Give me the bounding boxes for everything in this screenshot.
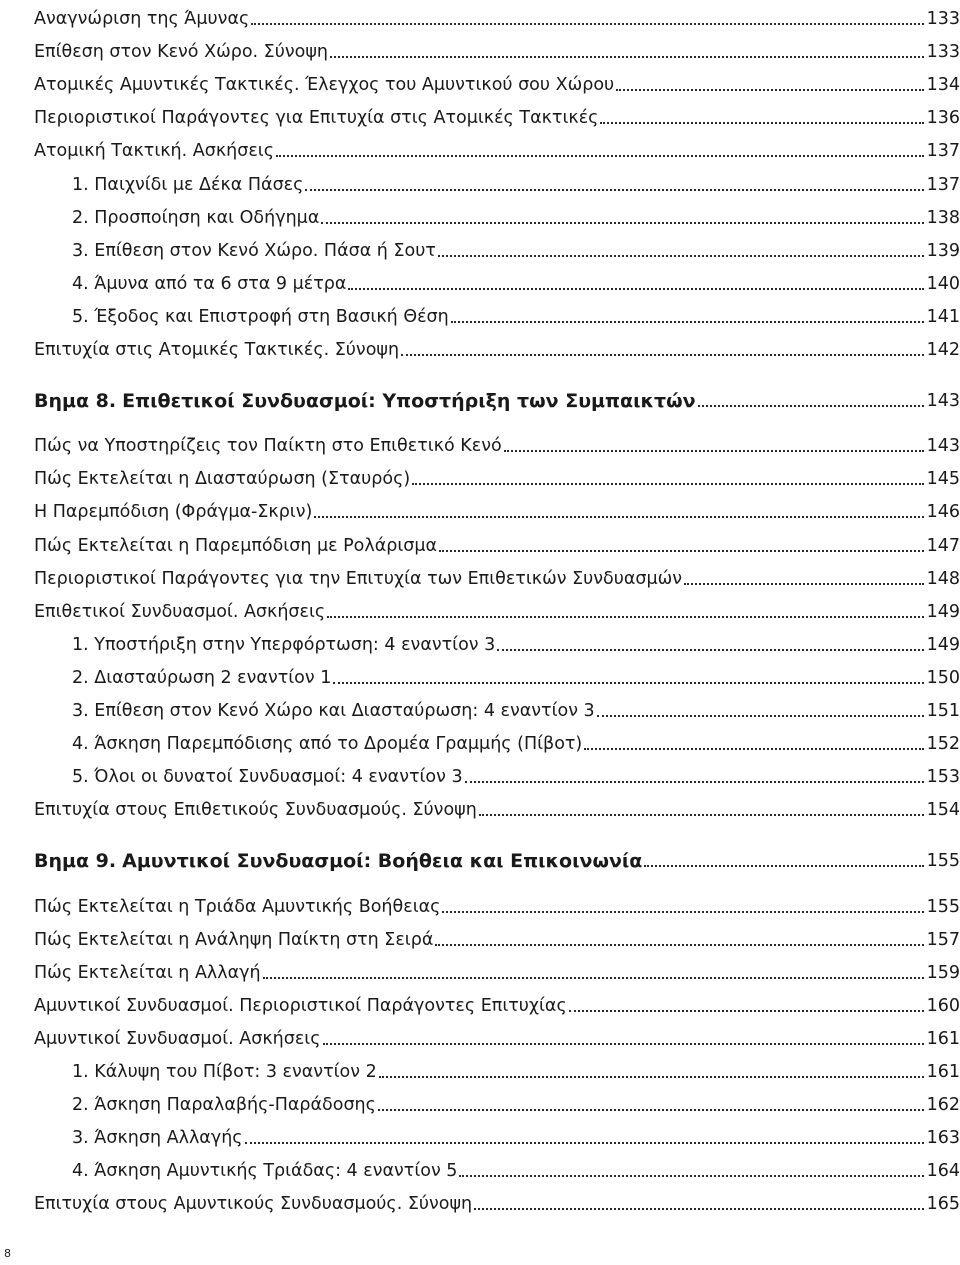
toc-entry-title: 4. Άμυνα από τα 6 στα 9 μέτρα <box>72 273 347 294</box>
toc-entry <box>34 954 960 984</box>
dot-leader <box>321 222 924 224</box>
toc-entry-page-number: 148 <box>926 568 960 589</box>
toc-entry-page-number: 149 <box>926 601 960 622</box>
toc-chapter-heading <box>34 842 960 872</box>
toc-entry-page-number: 163 <box>926 1128 960 1149</box>
toc-entry-page-number: 142 <box>926 340 960 360</box>
toc-entry <box>34 560 960 590</box>
dot-leader <box>330 56 924 58</box>
dot-leader <box>323 1043 925 1045</box>
toc-entry-page-number: 147 <box>926 535 960 556</box>
toc-entry-title: Περιοριστικοί Παράγοντες για Επιτυχία στις Ατομικές Τακτικές <box>34 108 599 129</box>
toc-exercise-entry <box>72 199 960 229</box>
dot-leader <box>479 814 924 816</box>
toc-entry-title: 3. Άσκηση Αλλαγής <box>72 1128 243 1149</box>
toc-entry <box>34 1020 960 1050</box>
toc-entry-page-number: 134 <box>926 75 960 96</box>
toc-entry-page-number: 153 <box>926 767 960 788</box>
toc-exercise-entry <box>72 626 960 656</box>
dot-leader <box>327 616 924 618</box>
toc-entry-page-number: 137 <box>926 174 960 195</box>
dot-leader <box>644 865 924 867</box>
dot-leader <box>348 288 924 290</box>
toc-entry-title: Αμυντικοί Συνδυασμοί. Ασκήσεις <box>34 1028 321 1049</box>
toc-entry-page-number: 141 <box>926 306 960 327</box>
toc-entry-title: Πώς Εκτελείται η Αλλαγή <box>34 962 261 983</box>
toc-entry-title: Επιθετικοί Συνδυασμοί. Ασκήσεις <box>34 601 326 622</box>
toc-entry <box>34 1185 960 1215</box>
toc-entry <box>34 888 960 918</box>
dot-leader <box>459 1175 924 1177</box>
toc-entry-page-number: 143 <box>926 436 960 457</box>
toc-entry-title: Πώς Εκτελείται η Τριάδα Αμυντικής Βοήθειας <box>34 896 441 917</box>
toc-entry <box>34 331 960 361</box>
dot-leader <box>597 715 924 717</box>
toc-entry-page-number: 145 <box>926 469 960 490</box>
toc-entry-page-number: 139 <box>926 240 960 261</box>
toc-entry-title: 3. Επίθεση στον Κενό Χώρο και Διασταύρωση: 4 εναντίον 3 <box>72 701 595 721</box>
toc-entry-page-number: 140 <box>926 273 960 294</box>
toc-entry-title: Αναγνώριση της Άμυνας <box>34 9 250 29</box>
dot-leader <box>616 89 924 91</box>
toc-entry-title: 5. Όλοι οι δυνατοί Συνδυασμοί: 4 εναντίον 3 <box>72 767 463 788</box>
toc-entry-title: 2. Διασταύρωση 2 εναντίον 1 <box>72 667 332 688</box>
dot-leader <box>276 155 924 157</box>
page-number: 8 <box>4 1247 11 1260</box>
toc-entry-page-number: 157 <box>926 929 960 950</box>
toc-entry-title: Η Παρεμπόδιση (Φράγμα-Σκριν) <box>34 502 313 523</box>
toc-entry-title: 5. Έξοδος και Επιστροφή στη Βασική Θέση <box>72 306 449 327</box>
toc-entry-title: Επιτυχία στους Επιθετικούς Συνδυασμούς. Σύνοψη <box>34 800 477 821</box>
toc-entry-page-number: 165 <box>926 1194 960 1215</box>
toc-entry <box>34 791 960 821</box>
toc-entry-title: Περιοριστικοί Παράγοντες για την Επιτυχία των Επιθετικών Συνδυασμών <box>34 568 683 589</box>
dot-leader <box>438 255 924 257</box>
toc-entry-title: Πώς Εκτελείται η Ανάληψη Παίκτη στη Σειρά <box>34 929 434 950</box>
toc-entry-title: Ατομικές Αμυντικές Τακτικές. Έλεγχος του Αμυντικού σου Χώρου <box>34 75 615 96</box>
dot-leader <box>305 189 924 191</box>
toc-entry-page-number: 133 <box>926 9 960 29</box>
toc-entry-title: 2. Προσποίηση και Οδήγημα <box>72 207 320 228</box>
toc-entry-title: 3. Επίθεση στον Κενό Χώρο. Πάσα ή Σουτ <box>72 240 436 261</box>
toc-exercise-entry <box>72 659 960 689</box>
toc-entry-page-number: 161 <box>926 1028 960 1049</box>
toc-entry-page-number: 146 <box>926 502 960 523</box>
toc-entry-title: 2. Άσκηση Παραλαβής-Παράδοσης <box>72 1095 376 1116</box>
toc-entry-title: Πώς Εκτελείται η Παρεμπόδιση με Ρολάρισμα <box>34 535 438 556</box>
dot-leader <box>245 1142 924 1144</box>
toc-exercise-entry <box>72 232 960 262</box>
toc-exercise-entry <box>72 1119 960 1149</box>
toc-exercise-entry <box>72 1086 960 1116</box>
dot-leader <box>251 23 924 25</box>
dot-leader <box>412 483 924 485</box>
toc-entry <box>34 33 960 63</box>
toc-entry-title: Πώς να Υποστηρίζεις τον Παίκτη στο Επιθετικό Κενό <box>34 436 502 457</box>
toc-entry <box>34 527 960 557</box>
toc-entry <box>34 460 960 490</box>
toc-entry-page-number: 133 <box>926 42 960 63</box>
dot-leader <box>442 911 924 913</box>
dot-leader <box>378 1109 924 1111</box>
dot-leader <box>474 1208 924 1210</box>
dot-leader <box>333 682 924 684</box>
dot-leader <box>379 1076 924 1078</box>
toc-exercise-entry <box>72 758 960 788</box>
toc-entry <box>34 0 960 30</box>
dot-leader <box>263 977 924 979</box>
dot-leader <box>584 748 924 750</box>
dot-leader <box>465 781 924 783</box>
toc-entry-title: 4. Άσκηση Παρεμπόδισης από το Δρομέα Γραμμής (Πίβοτ) <box>72 734 583 755</box>
toc-entry-page-number: 162 <box>926 1095 960 1116</box>
toc-entry-page-number: 149 <box>926 634 960 655</box>
toc-entry-page-number: 154 <box>926 800 960 821</box>
toc-exercise-entry <box>72 1053 960 1083</box>
dot-leader <box>439 550 924 552</box>
toc-entry-page-number: 159 <box>926 962 960 983</box>
toc-entry-page-number: 164 <box>926 1161 960 1182</box>
toc-entry-page-number: 143 <box>926 391 960 412</box>
dot-leader <box>684 583 924 585</box>
toc-entry-page-number: 160 <box>926 995 960 1016</box>
toc-entry-title: Επίθεση στον Κενό Χώρο. Σύνοψη <box>34 42 328 63</box>
toc-chapter-heading <box>34 382 960 412</box>
dot-leader <box>600 122 924 124</box>
chapter-label: Βημα 8. <box>34 390 117 413</box>
toc-exercise-entry <box>72 265 960 295</box>
dot-leader <box>435 944 924 946</box>
dot-leader <box>504 450 924 452</box>
toc-entry-title: 4. Άσκηση Αμυντικής Τριάδας: 4 εναντίον 5 <box>72 1161 458 1182</box>
toc-exercise-entry <box>72 725 960 755</box>
dot-leader <box>314 516 924 518</box>
toc-entry-title: Αμυντικοί Συνδυασμοί: Βοήθεια και Επικοινωνία <box>122 850 643 873</box>
dot-leader <box>451 321 924 323</box>
toc-exercise-entry <box>72 692 960 722</box>
toc-exercise-entry <box>72 166 960 196</box>
toc-entry-title: Πώς Εκτελείται η Διασταύρωση (Σταυρός) <box>34 469 411 490</box>
dot-leader <box>569 1010 924 1012</box>
toc-entry-title: Επιθετικοί Συνδυασμοί: Υποστήριξη των Συμπαικτών <box>122 390 696 413</box>
toc-entry <box>34 921 960 951</box>
toc-entry <box>34 593 960 623</box>
toc-entry-title: 1. Υποστήριξη στην Υπερφόρτωση: 4 εναντίον 3 <box>72 634 496 655</box>
toc-entry-title: Επιτυχία στις Ατομικές Τακτικές. Σύνοψη <box>34 340 400 360</box>
toc-entry-title: 1. Κάλυψη του Πίβοτ: 3 εναντίον 2 <box>72 1062 377 1082</box>
toc-entry-title: Ατομική Τακτική. Ασκήσεις <box>34 141 274 162</box>
toc-entry-page-number: 155 <box>926 851 960 872</box>
toc-entry-page-number: 155 <box>926 896 960 917</box>
toc-entry <box>34 987 960 1017</box>
toc-entry-page-number: 150 <box>926 667 960 688</box>
toc-entry <box>34 427 960 457</box>
dot-leader <box>497 649 924 651</box>
dot-leader <box>698 405 924 407</box>
toc-entry <box>34 493 960 523</box>
toc-entry <box>34 99 960 129</box>
toc-entry-title: 1. Παιχνίδι με Δέκα Πάσες <box>72 174 304 195</box>
dot-leader <box>401 354 924 356</box>
toc-entry-title: Επιτυχία στους Αμυντικούς Συνδυασμούς. Σύνοψη <box>34 1194 473 1215</box>
toc-entry-page-number: 138 <box>926 207 960 228</box>
toc-exercise-entry <box>72 1152 960 1182</box>
toc-entry <box>34 132 960 162</box>
chapter-label: Βημα 9. <box>34 850 117 873</box>
toc-entry-page-number: 136 <box>926 108 960 129</box>
toc-entry <box>34 66 960 96</box>
toc-entry-page-number: 137 <box>926 141 960 162</box>
toc-entry-title: Αμυντικοί Συνδυασμοί. Περιοριστικοί Παράγοντες Επιτυχίας <box>34 995 567 1016</box>
toc-exercise-entry <box>72 298 960 328</box>
toc-entry-page-number: 152 <box>926 734 960 755</box>
toc-entry-page-number: 151 <box>926 701 960 721</box>
toc-entry-page-number: 161 <box>926 1062 960 1082</box>
